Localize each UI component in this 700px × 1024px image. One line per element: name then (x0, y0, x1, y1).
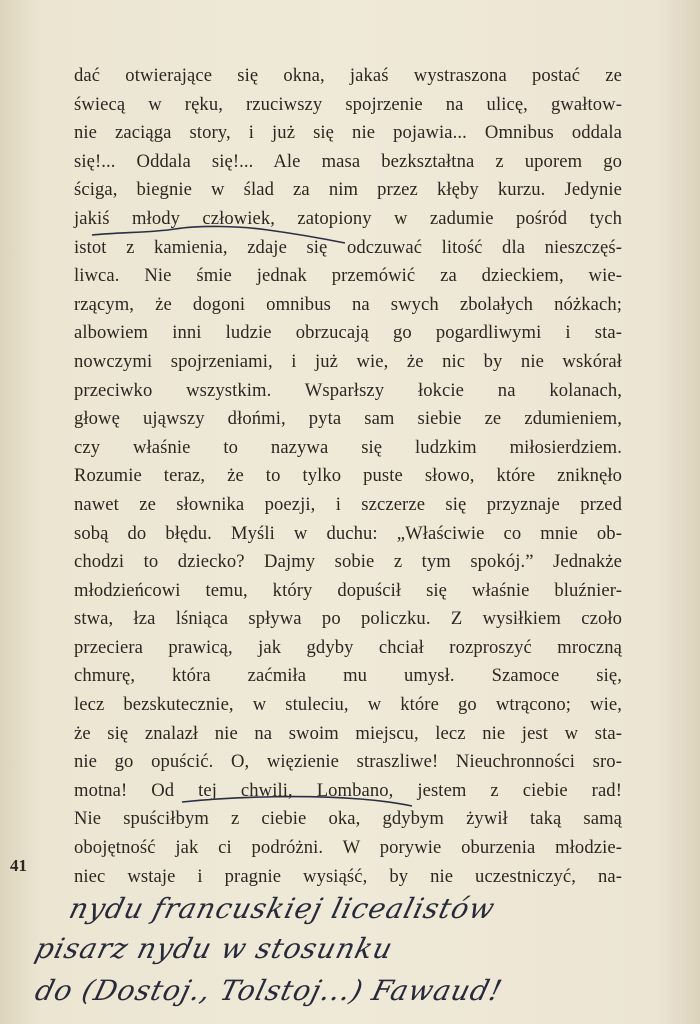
text-line-16: nawet ze słownika poezji, i szczerze się przyznaje przed (74, 493, 622, 515)
text-line-3: nie zaciąga story, i już się nie pojawia... Omnibus oddala (74, 122, 622, 144)
text-line-23: lecz bezskutecznie, w stuleciu, w które go wtrącono; wie, (74, 694, 622, 716)
text-line-22: chmurę, która zaćmiła mu umysł. Szamoce się, (74, 665, 622, 687)
text-line-1: dać otwierające się okna, jakaś wystraszona postać ze (74, 65, 622, 86)
text-line-11: nowczymi spojrzeniami, i już wie, że nic by nie wskórał (74, 350, 622, 372)
text-line-24: że się znalazł nie na swoim miejscu, lecz nie jest w sta- (74, 722, 622, 744)
text-line-14: czy właśnie to nazywa się ludzkim miłosierdziem. (74, 436, 622, 458)
text-line-29: niec wstaje i pragnie wysiąść, by nie uczestniczyć, na- (74, 865, 622, 887)
text-line-26: motna! Od tej chwili, Lombano, jestem z ciebie rad! (74, 779, 622, 801)
handwritten-line-3: do (Dostoj., Tolstoj...) Fawaud! (31, 974, 506, 1007)
text-line-12: przeciwko wszystkim. Wsparłszy łokcie na kolanach, (74, 379, 622, 401)
text-line-6: jakiś młody człowiek, zatopiony w zadumie pośród tych (74, 207, 622, 229)
text-line-18: chodzi to dziecko? Dajmy sobie z tym spokój.” Jednakże (74, 551, 622, 573)
body-text (74, 62, 622, 891)
handwritten-note (30, 892, 670, 1022)
text-line-17: sobą do błędu. Myśli w duchu: „Właściwie co mnie ob- (74, 522, 622, 544)
text-line-28: obojętność jak ci podróżni. W porywie oburzenia młodzie- (74, 837, 622, 859)
text-line-9: rzącym, że dogoni omnibus na swych zbolałych nóżkach; (74, 293, 622, 315)
text-line-5: ściga, biegnie w ślad za nim przez kłęby kurzu. Jedynie (74, 179, 622, 201)
handwritten-line-2: pisarz nydu w stosunku (31, 932, 397, 965)
text-line-25: nie go opuścić. O, więzienie straszliwe! Nieuchronności sro- (74, 751, 622, 773)
text-line-4: się!... Oddala się!... Ale masa bezkształtna z uporem go (74, 150, 622, 172)
text-line-13: głowę ująwszy dłońmi, pyta sam siebie ze zdumieniem, (74, 408, 622, 430)
text-line-20: stwa, łza lśniąca spływa po policzku. Z wysiłkiem czoło (74, 608, 622, 630)
text-line-10: albowiem inni ludzie obrzucają go pogardliwymi i sta- (74, 322, 622, 344)
text-line-21: przeciera prawicą, jak gdyby chciał rozproszyć mroczną (74, 636, 622, 658)
text-line-2: świecą w ręku, rzuciwszy spojrzenie na ulicę, gwałtow- (74, 93, 622, 115)
text-line-27: Nie spuściłbym z ciebie oka, gdybym żywił taką samą (74, 808, 622, 830)
text-line-7: istot z kamienia, zdaje się odczuwać litość dla nieszczęś- (74, 236, 622, 258)
handwritten-line-1: nydu francuskiej licealistów (65, 892, 499, 925)
text-line-19: młodzieńcowi temu, który dopuścił się właśnie bluźnier- (74, 579, 622, 601)
text-line-15: Rozumie teraz, że to tylko puste słowo, które zniknęło (74, 465, 622, 487)
text-line-8: liwca. Nie śmie jednak przemówić za dzieckiem, wie- (74, 265, 622, 287)
page-number: 41 (10, 856, 27, 875)
